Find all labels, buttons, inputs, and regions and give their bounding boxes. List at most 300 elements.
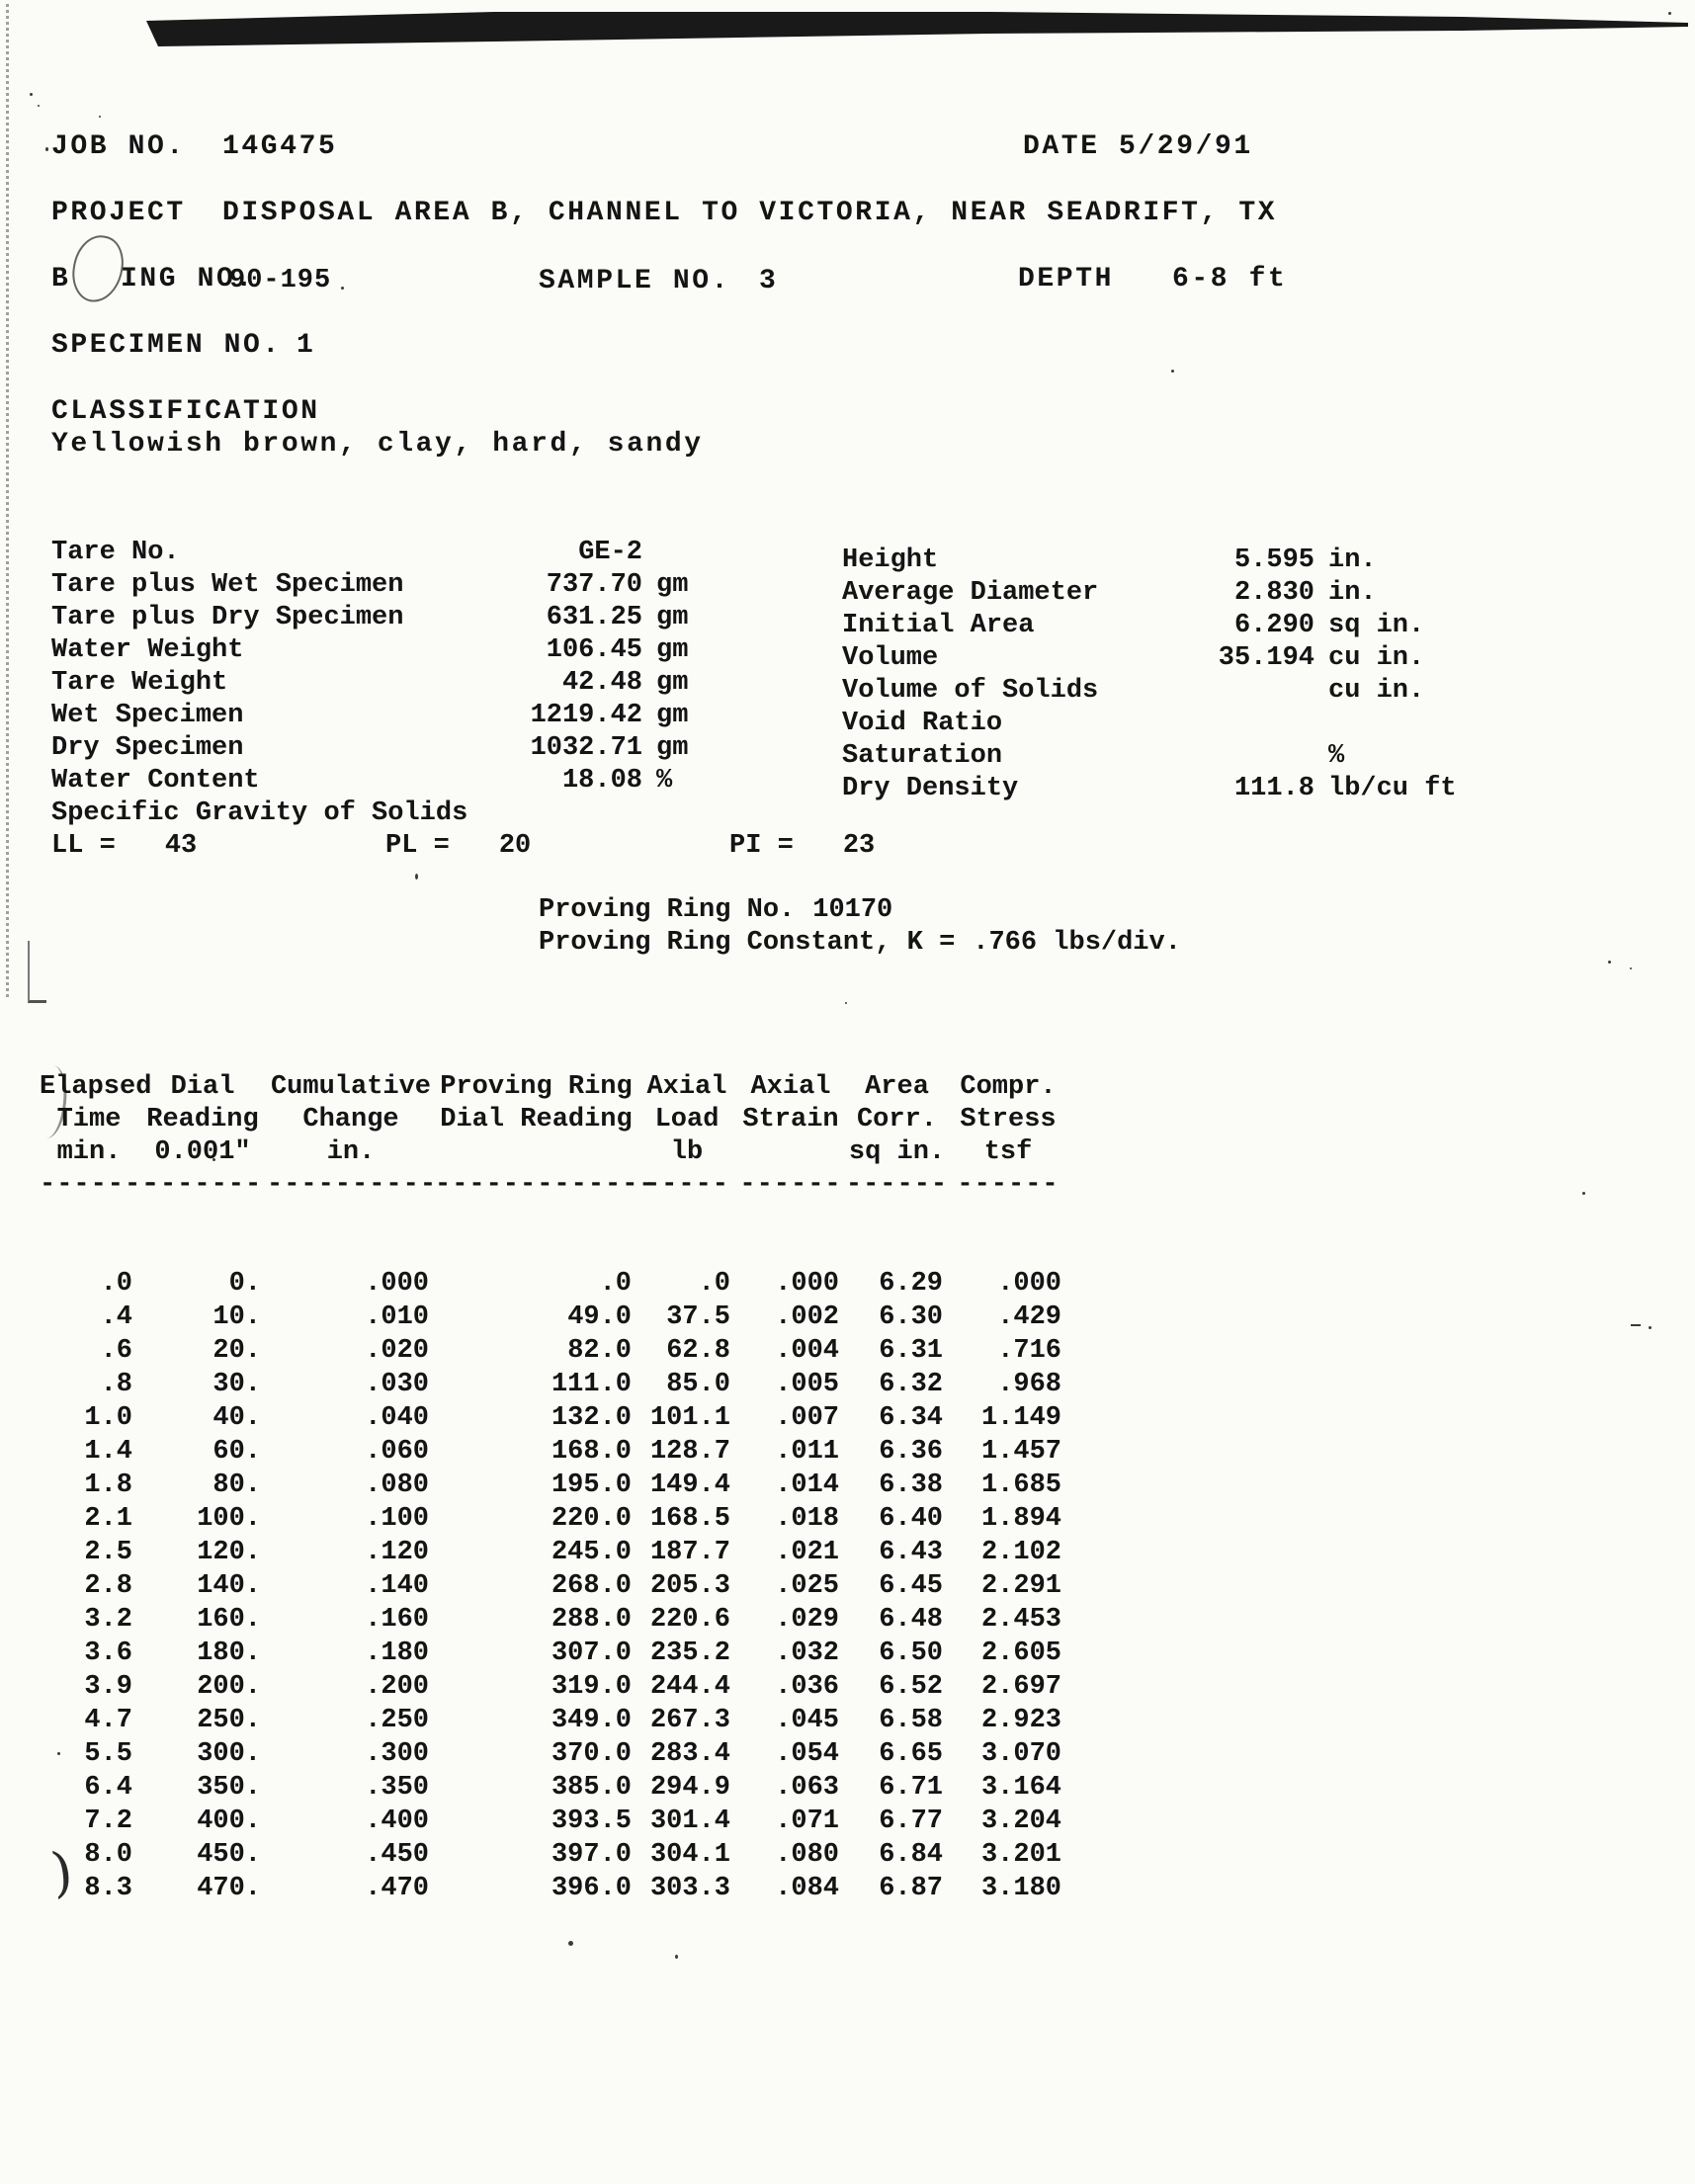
- table-cell: 132.0: [551, 1403, 632, 1433]
- table-cell: 195.0: [551, 1470, 632, 1500]
- table-column-header-line: Elapsed: [40, 1072, 152, 1102]
- table-row: [40, 1805, 1067, 1838]
- table-cell: 2.697: [980, 1672, 1061, 1702]
- measurement-value: 5.595: [1233, 546, 1314, 575]
- table-row: [40, 1670, 1067, 1704]
- table-cell: .200: [365, 1672, 429, 1702]
- table-cell: .080: [775, 1840, 839, 1870]
- table-cell: 1.8: [84, 1470, 132, 1500]
- table-cell: 319.0: [551, 1672, 632, 1702]
- measurement-label: Specific Gravity of Solids: [51, 798, 468, 828]
- ll-value: 43: [164, 831, 198, 861]
- specimen-no-label: SPECIMEN NO.: [51, 330, 282, 361]
- table-cell: 396.0: [551, 1874, 632, 1903]
- table-cell: 60.: [212, 1437, 261, 1467]
- measurement-row: [51, 798, 688, 830]
- table-cell: .429: [997, 1302, 1061, 1332]
- table-cell: 101.1: [649, 1403, 730, 1433]
- scan-speckle: [341, 287, 344, 290]
- measurement-label: Water Content: [51, 766, 260, 796]
- table-cell: .0: [100, 1269, 132, 1299]
- measurement-row: [842, 740, 1457, 773]
- table-row: [40, 1301, 1067, 1334]
- table-cell: 3.9: [84, 1672, 132, 1702]
- table-cell: 267.3: [649, 1706, 730, 1735]
- table-cell: .120: [365, 1538, 429, 1567]
- measurement-value: 35.194: [1218, 643, 1314, 673]
- table-cell: 62.8: [666, 1336, 730, 1366]
- table-cell: 3.6: [84, 1638, 132, 1668]
- table-cell: .020: [365, 1336, 429, 1366]
- table-cell: .180: [365, 1638, 429, 1668]
- measurement-label: Dry Density: [842, 774, 1019, 803]
- table-row: [40, 1401, 1067, 1435]
- table-cell: .084: [775, 1874, 839, 1903]
- table-cell: 30.: [212, 1370, 261, 1399]
- table-cell: 6.30: [879, 1302, 943, 1332]
- table-cell: 244.4: [649, 1672, 730, 1702]
- measurement-unit: in.: [1328, 578, 1377, 608]
- table-column-header-line: [736, 1136, 845, 1169]
- table-cell: 8.3: [84, 1874, 132, 1903]
- table-cell: .010: [365, 1302, 429, 1332]
- table-cell: 6.58: [879, 1706, 943, 1735]
- table-cell: 1.894: [980, 1504, 1061, 1534]
- measurement-row: [51, 700, 688, 732]
- table-cell: 6.84: [879, 1840, 943, 1870]
- scan-speckle: [38, 105, 40, 107]
- measurement-unit: gm: [656, 570, 689, 600]
- measurement-row: [51, 569, 688, 602]
- table-cell: 8.0: [84, 1840, 132, 1870]
- table-cell: .036: [775, 1672, 839, 1702]
- table-column-rule: -------: [40, 1170, 159, 1200]
- table-column-header-line: min.: [56, 1137, 122, 1167]
- table-column-header-line: 0.001": [154, 1137, 251, 1167]
- table-cell: .140: [365, 1571, 429, 1601]
- scan-speckle: [1668, 12, 1671, 15]
- measurement-label: Tare plus Dry Specimen: [51, 603, 404, 632]
- table-cell: 2.8: [84, 1571, 132, 1601]
- table-column-rule: ----------: [267, 1170, 438, 1200]
- measurement-label: Volume: [842, 643, 939, 673]
- table-cell: .063: [775, 1773, 839, 1803]
- measurement-row: [842, 642, 1457, 675]
- sample-no-label: SAMPLE NO.: [539, 266, 731, 296]
- measurement-label: Wet Specimen: [51, 701, 244, 730]
- measurement-row: [51, 667, 688, 700]
- table-row: [40, 1502, 1067, 1536]
- table-cell: 80.: [212, 1470, 261, 1500]
- measurement-value: 2.830: [1233, 578, 1314, 608]
- measurement-value: 6.290: [1233, 611, 1314, 640]
- pi-label: PI =: [729, 831, 794, 861]
- table-row: [40, 1737, 1067, 1771]
- measurement-row: [51, 765, 688, 798]
- table-header: [40, 1071, 1067, 1202]
- depth-label: DEPTH: [1018, 264, 1115, 294]
- table-row: [40, 1267, 1067, 1301]
- measurement-unit: gm: [656, 635, 689, 665]
- table-cell: .450: [365, 1840, 429, 1870]
- table-column-header-line: Dial: [170, 1072, 235, 1102]
- proving-ring-no-value: 10170: [812, 895, 893, 925]
- table-cell: 128.7: [649, 1437, 730, 1467]
- table-cell: 40.: [212, 1403, 261, 1433]
- measurement-label: Height: [842, 546, 939, 575]
- depth-value: 6-8 ft: [1172, 264, 1288, 294]
- proving-ring-constant-value: .766 lbs/div.: [973, 928, 1181, 958]
- table-cell: 2.102: [980, 1538, 1061, 1567]
- table-cell: 294.9: [649, 1773, 730, 1803]
- table-cell: 100.: [197, 1504, 261, 1534]
- measurement-label: Tare No.: [51, 538, 180, 567]
- table-column-header-line: Change: [302, 1105, 399, 1134]
- table-column-rule: -------: [142, 1170, 263, 1200]
- measurement-unit: gm: [656, 701, 689, 730]
- measurement-value: [1168, 708, 1314, 740]
- table-cell: 168.0: [551, 1437, 632, 1467]
- measurement-label: Average Diameter: [842, 578, 1099, 608]
- table-cell: 304.1: [649, 1840, 730, 1870]
- scan-speckle: [845, 1002, 847, 1004]
- table-cell: 6.36: [879, 1437, 943, 1467]
- table-column-header: [949, 1071, 1067, 1202]
- table-row: [40, 1569, 1067, 1603]
- table-cell: 470.: [197, 1874, 261, 1903]
- table-cell: 350.: [197, 1773, 261, 1803]
- measurement-row: [51, 537, 688, 569]
- table-column-header: [267, 1071, 438, 1202]
- table-body: [40, 1267, 1067, 1905]
- table-cell: .002: [775, 1302, 839, 1332]
- proving-ring-constant-line: [539, 927, 1181, 960]
- table-cell: 235.2: [649, 1638, 730, 1668]
- measurement-unit: gm: [656, 733, 689, 763]
- proving-ring-no-line: [539, 894, 892, 927]
- table-row: [40, 1536, 1067, 1569]
- handwritten-paren-mark: ): [47, 1839, 76, 1905]
- table-column-header-line: Axial: [750, 1072, 831, 1102]
- table-cell: 6.52: [879, 1672, 943, 1702]
- table-cell: .040: [365, 1403, 429, 1433]
- scan-speckle: [45, 147, 48, 151]
- table-cell: 6.87: [879, 1874, 943, 1903]
- measurement-value: GE-2: [578, 538, 642, 567]
- proving-ring-constant-label: Proving Ring Constant, K =: [539, 928, 956, 958]
- compression-readings-table: [40, 1006, 1067, 1971]
- measurement-label: Water Weight: [51, 635, 244, 665]
- table-cell: 3.2: [84, 1605, 132, 1635]
- table-cell: 168.5: [649, 1504, 730, 1534]
- table-cell: 3.070: [980, 1739, 1061, 1769]
- measurement-row: [842, 577, 1457, 610]
- table-cell: .160: [365, 1605, 429, 1635]
- scan-speckle: [415, 874, 418, 880]
- table-column-header-line: Cumulative: [270, 1072, 432, 1102]
- measurement-value: 42.48: [561, 668, 642, 698]
- measurement-unit: cu in.: [1328, 676, 1425, 706]
- job-no-value: 14G475: [222, 131, 338, 162]
- table-cell: 300.: [197, 1739, 261, 1769]
- measurement-unit: sq in.: [1328, 611, 1425, 640]
- measurement-row: [51, 634, 688, 667]
- table-cell: 268.0: [551, 1571, 632, 1601]
- table-row: [40, 1603, 1067, 1637]
- pl-value: 20: [498, 831, 532, 861]
- table-cell: 245.0: [551, 1538, 632, 1567]
- table-cell: 6.50: [879, 1638, 943, 1668]
- job-no-label: JOB NO.: [51, 131, 186, 162]
- table-cell: 2.453: [980, 1605, 1061, 1635]
- scan-blotch-circle: [67, 231, 127, 306]
- table-cell: .007: [775, 1403, 839, 1433]
- measurement-row: [842, 545, 1457, 577]
- table-cell: .032: [775, 1638, 839, 1668]
- measurement-row: [51, 732, 688, 765]
- table-row: [40, 1838, 1067, 1872]
- table-cell: 85.0: [666, 1370, 730, 1399]
- measurement-row: [51, 602, 688, 634]
- table-cell: .018: [775, 1504, 839, 1534]
- date-value: 5/29/91: [1119, 131, 1253, 162]
- table-column-header-line: tsf: [983, 1137, 1033, 1167]
- project-value: DISPOSAL AREA B, CHANNEL TO VICTORIA, NEAR SEADRIFT, TX: [222, 198, 1278, 228]
- table-cell: 6.34: [879, 1403, 943, 1433]
- table-column-header-line: Time: [56, 1105, 122, 1134]
- measurement-label: Tare plus Wet Specimen: [51, 570, 404, 600]
- table-cell: 1.4: [84, 1437, 132, 1467]
- table-cell: .029: [775, 1605, 839, 1635]
- table-cell: 140.: [197, 1571, 261, 1601]
- measurement-value: 737.70: [546, 570, 642, 600]
- table-cell: .400: [365, 1806, 429, 1836]
- table-cell: 0.: [228, 1269, 261, 1299]
- table-cell: .060: [365, 1437, 429, 1467]
- project-label: PROJECT: [51, 198, 186, 228]
- table-cell: .0: [698, 1269, 730, 1299]
- table-cell: 1.685: [980, 1470, 1061, 1500]
- table-column-header: [435, 1071, 656, 1202]
- table-cell: .000: [775, 1269, 839, 1299]
- table-cell: .716: [997, 1336, 1061, 1366]
- table-cell: 385.0: [551, 1773, 632, 1803]
- table-cell: .025: [775, 1571, 839, 1601]
- table-cell: .100: [365, 1504, 429, 1534]
- measurement-row: [842, 610, 1457, 642]
- table-column-header-line: Corr.: [856, 1105, 937, 1134]
- table-row: [40, 1637, 1067, 1670]
- scan-speckle: [30, 93, 33, 96]
- table-cell: 303.3: [649, 1874, 730, 1903]
- table-cell: 6.32: [879, 1370, 943, 1399]
- measurement-value: [1168, 740, 1314, 773]
- measurement-unit: lb/cu ft: [1328, 774, 1457, 803]
- table-cell: .004: [775, 1336, 839, 1366]
- table-cell: 2.923: [980, 1706, 1061, 1735]
- table-cell: 37.5: [666, 1302, 730, 1332]
- table-cell: 149.4: [649, 1470, 730, 1500]
- measurement-label: Initial Area: [842, 611, 1035, 640]
- table-cell: 205.3: [649, 1571, 730, 1601]
- table-column-header: [845, 1071, 949, 1202]
- measurement-value: 111.8: [1233, 774, 1314, 803]
- table-cell: 288.0: [551, 1605, 632, 1635]
- table-cell: .030: [365, 1370, 429, 1399]
- table-cell: 200.: [197, 1672, 261, 1702]
- table-column-header-line: Load: [654, 1105, 720, 1134]
- table-row: [40, 1334, 1067, 1368]
- table-cell: .300: [365, 1739, 429, 1769]
- measurement-value: 1032.71: [530, 733, 642, 763]
- measurement-value: 1219.42: [530, 701, 642, 730]
- table-cell: 1.457: [980, 1437, 1061, 1467]
- table-column-header-line: Reading: [146, 1105, 259, 1134]
- table-column-header-line: in.: [326, 1137, 376, 1167]
- table-cell: .000: [997, 1269, 1061, 1299]
- table-cell: 3.180: [980, 1874, 1061, 1903]
- table-cell: 20.: [212, 1336, 261, 1366]
- table-row: [40, 1435, 1067, 1469]
- measurement-unit: %: [656, 766, 673, 796]
- table-cell: 120.: [197, 1538, 261, 1567]
- measurement-label: Tare Weight: [51, 668, 228, 698]
- table-cell: 82.0: [567, 1336, 632, 1366]
- scan-speckle: [1631, 1324, 1641, 1326]
- table-column-header: [736, 1071, 845, 1202]
- table-column-header-line: Dial Reading: [440, 1105, 633, 1134]
- sample-no-value: 3: [759, 266, 779, 296]
- plastic-limit: [385, 830, 531, 863]
- table-cell: .470: [365, 1874, 429, 1903]
- table-cell: 283.4: [649, 1739, 730, 1769]
- specimen-measurements-right: [842, 545, 1457, 805]
- table-column-rule: -------------: [435, 1170, 656, 1200]
- table-cell: .000: [365, 1269, 429, 1299]
- measurement-unit: %: [1328, 741, 1345, 771]
- table-column-header-line: lb: [670, 1137, 704, 1167]
- table-cell: 307.0: [551, 1638, 632, 1668]
- table-cell: 111.0: [551, 1370, 632, 1399]
- measurement-label: Saturation: [842, 741, 1003, 771]
- measurement-value: [407, 798, 642, 830]
- scan-speckle: [1582, 1192, 1585, 1195]
- table-cell: 6.71: [879, 1773, 943, 1803]
- table-cell: 6.38: [879, 1470, 943, 1500]
- measurement-label: Void Ratio: [842, 709, 1003, 738]
- table-cell: 2.291: [980, 1571, 1061, 1601]
- table-row: [40, 1771, 1067, 1805]
- table-cell: 6.31: [879, 1336, 943, 1366]
- table-cell: .045: [775, 1706, 839, 1735]
- classification-value: Yellowish brown, clay, hard, sandy: [51, 429, 704, 460]
- table-cell: 250.: [197, 1706, 261, 1735]
- pi-value: 23: [842, 831, 876, 861]
- table-cell: 1.0: [84, 1403, 132, 1433]
- table-cell: 6.48: [879, 1605, 943, 1635]
- table-cell: 220.6: [649, 1605, 730, 1635]
- table-column-header-line: [435, 1136, 637, 1169]
- table-cell: 2.1: [84, 1504, 132, 1534]
- scan-speckle: [99, 116, 101, 118]
- measurement-unit: cu in.: [1328, 643, 1425, 673]
- table-cell: 10.: [212, 1302, 261, 1332]
- table-cell: 220.0: [551, 1504, 632, 1534]
- specimen-no-value: 1: [297, 330, 316, 361]
- table-row: [40, 1704, 1067, 1737]
- boring-no-label-start: B: [51, 264, 71, 294]
- table-column-header-line: Compr.: [960, 1072, 1057, 1102]
- measurement-unit: gm: [656, 668, 689, 698]
- liquid-limit: [51, 830, 197, 863]
- measurement-value: [1168, 675, 1314, 708]
- table-column-rule: ------: [957, 1170, 1059, 1200]
- table-column-rule: ------: [845, 1170, 949, 1200]
- scan-speckle: [1649, 1326, 1652, 1329]
- table-cell: .4: [100, 1302, 132, 1332]
- table-column-header-line: sq in.: [848, 1137, 946, 1167]
- table-cell: 6.29: [879, 1269, 943, 1299]
- table-cell: 160.: [197, 1605, 261, 1635]
- table-row: [40, 1368, 1067, 1401]
- table-cell: .250: [365, 1706, 429, 1735]
- table-cell: .005: [775, 1370, 839, 1399]
- measurement-row: [842, 675, 1457, 708]
- ll-label: LL =: [51, 831, 116, 861]
- boring-no-label-end: ING NO.: [121, 264, 255, 294]
- table-cell: 187.7: [649, 1538, 730, 1567]
- table-cell: 7.2: [84, 1806, 132, 1836]
- table-row: [40, 1872, 1067, 1905]
- table-cell: 2.5: [84, 1538, 132, 1567]
- measurement-row: [842, 773, 1457, 805]
- table-column-header: [40, 1071, 159, 1202]
- specimen-measurements-left: [51, 537, 688, 830]
- table-cell: 3.201: [980, 1840, 1061, 1870]
- measurement-value: 631.25: [546, 603, 642, 632]
- table-cell: 6.43: [879, 1538, 943, 1567]
- table-cell: .8: [100, 1370, 132, 1399]
- table-column-rule: ------: [739, 1170, 842, 1200]
- table-row: [40, 1469, 1067, 1502]
- table-cell: .080: [365, 1470, 429, 1500]
- measurement-unit: in.: [1328, 546, 1377, 575]
- table-cell: 3.204: [980, 1806, 1061, 1836]
- table-cell: .011: [775, 1437, 839, 1467]
- table-column-header: [637, 1071, 736, 1202]
- boring-no-value: 90-195: [229, 266, 332, 295]
- plasticity-index: [729, 830, 875, 863]
- table-cell: .0: [599, 1269, 632, 1299]
- table-cell: 301.4: [649, 1806, 730, 1836]
- table-cell: .014: [775, 1470, 839, 1500]
- table-cell: 1.149: [980, 1403, 1061, 1433]
- scan-artifact-bar: [0, 0, 1695, 59]
- scan-speckle: [1630, 967, 1632, 969]
- measurement-row: [842, 708, 1457, 740]
- table-cell: 3.164: [980, 1773, 1061, 1803]
- measurement-value: 106.45: [546, 635, 642, 665]
- proving-ring-no-label: Proving Ring No.: [539, 895, 796, 925]
- table-cell: 450.: [197, 1840, 261, 1870]
- table-cell: 2.605: [980, 1638, 1061, 1668]
- table-cell: .968: [997, 1370, 1061, 1399]
- table-column-header: [138, 1071, 267, 1202]
- table-column-header-line: Area: [865, 1072, 929, 1102]
- table-cell: 370.0: [551, 1739, 632, 1769]
- scan-speckle: [1171, 370, 1174, 373]
- table-column-header-line: Axial: [646, 1072, 727, 1102]
